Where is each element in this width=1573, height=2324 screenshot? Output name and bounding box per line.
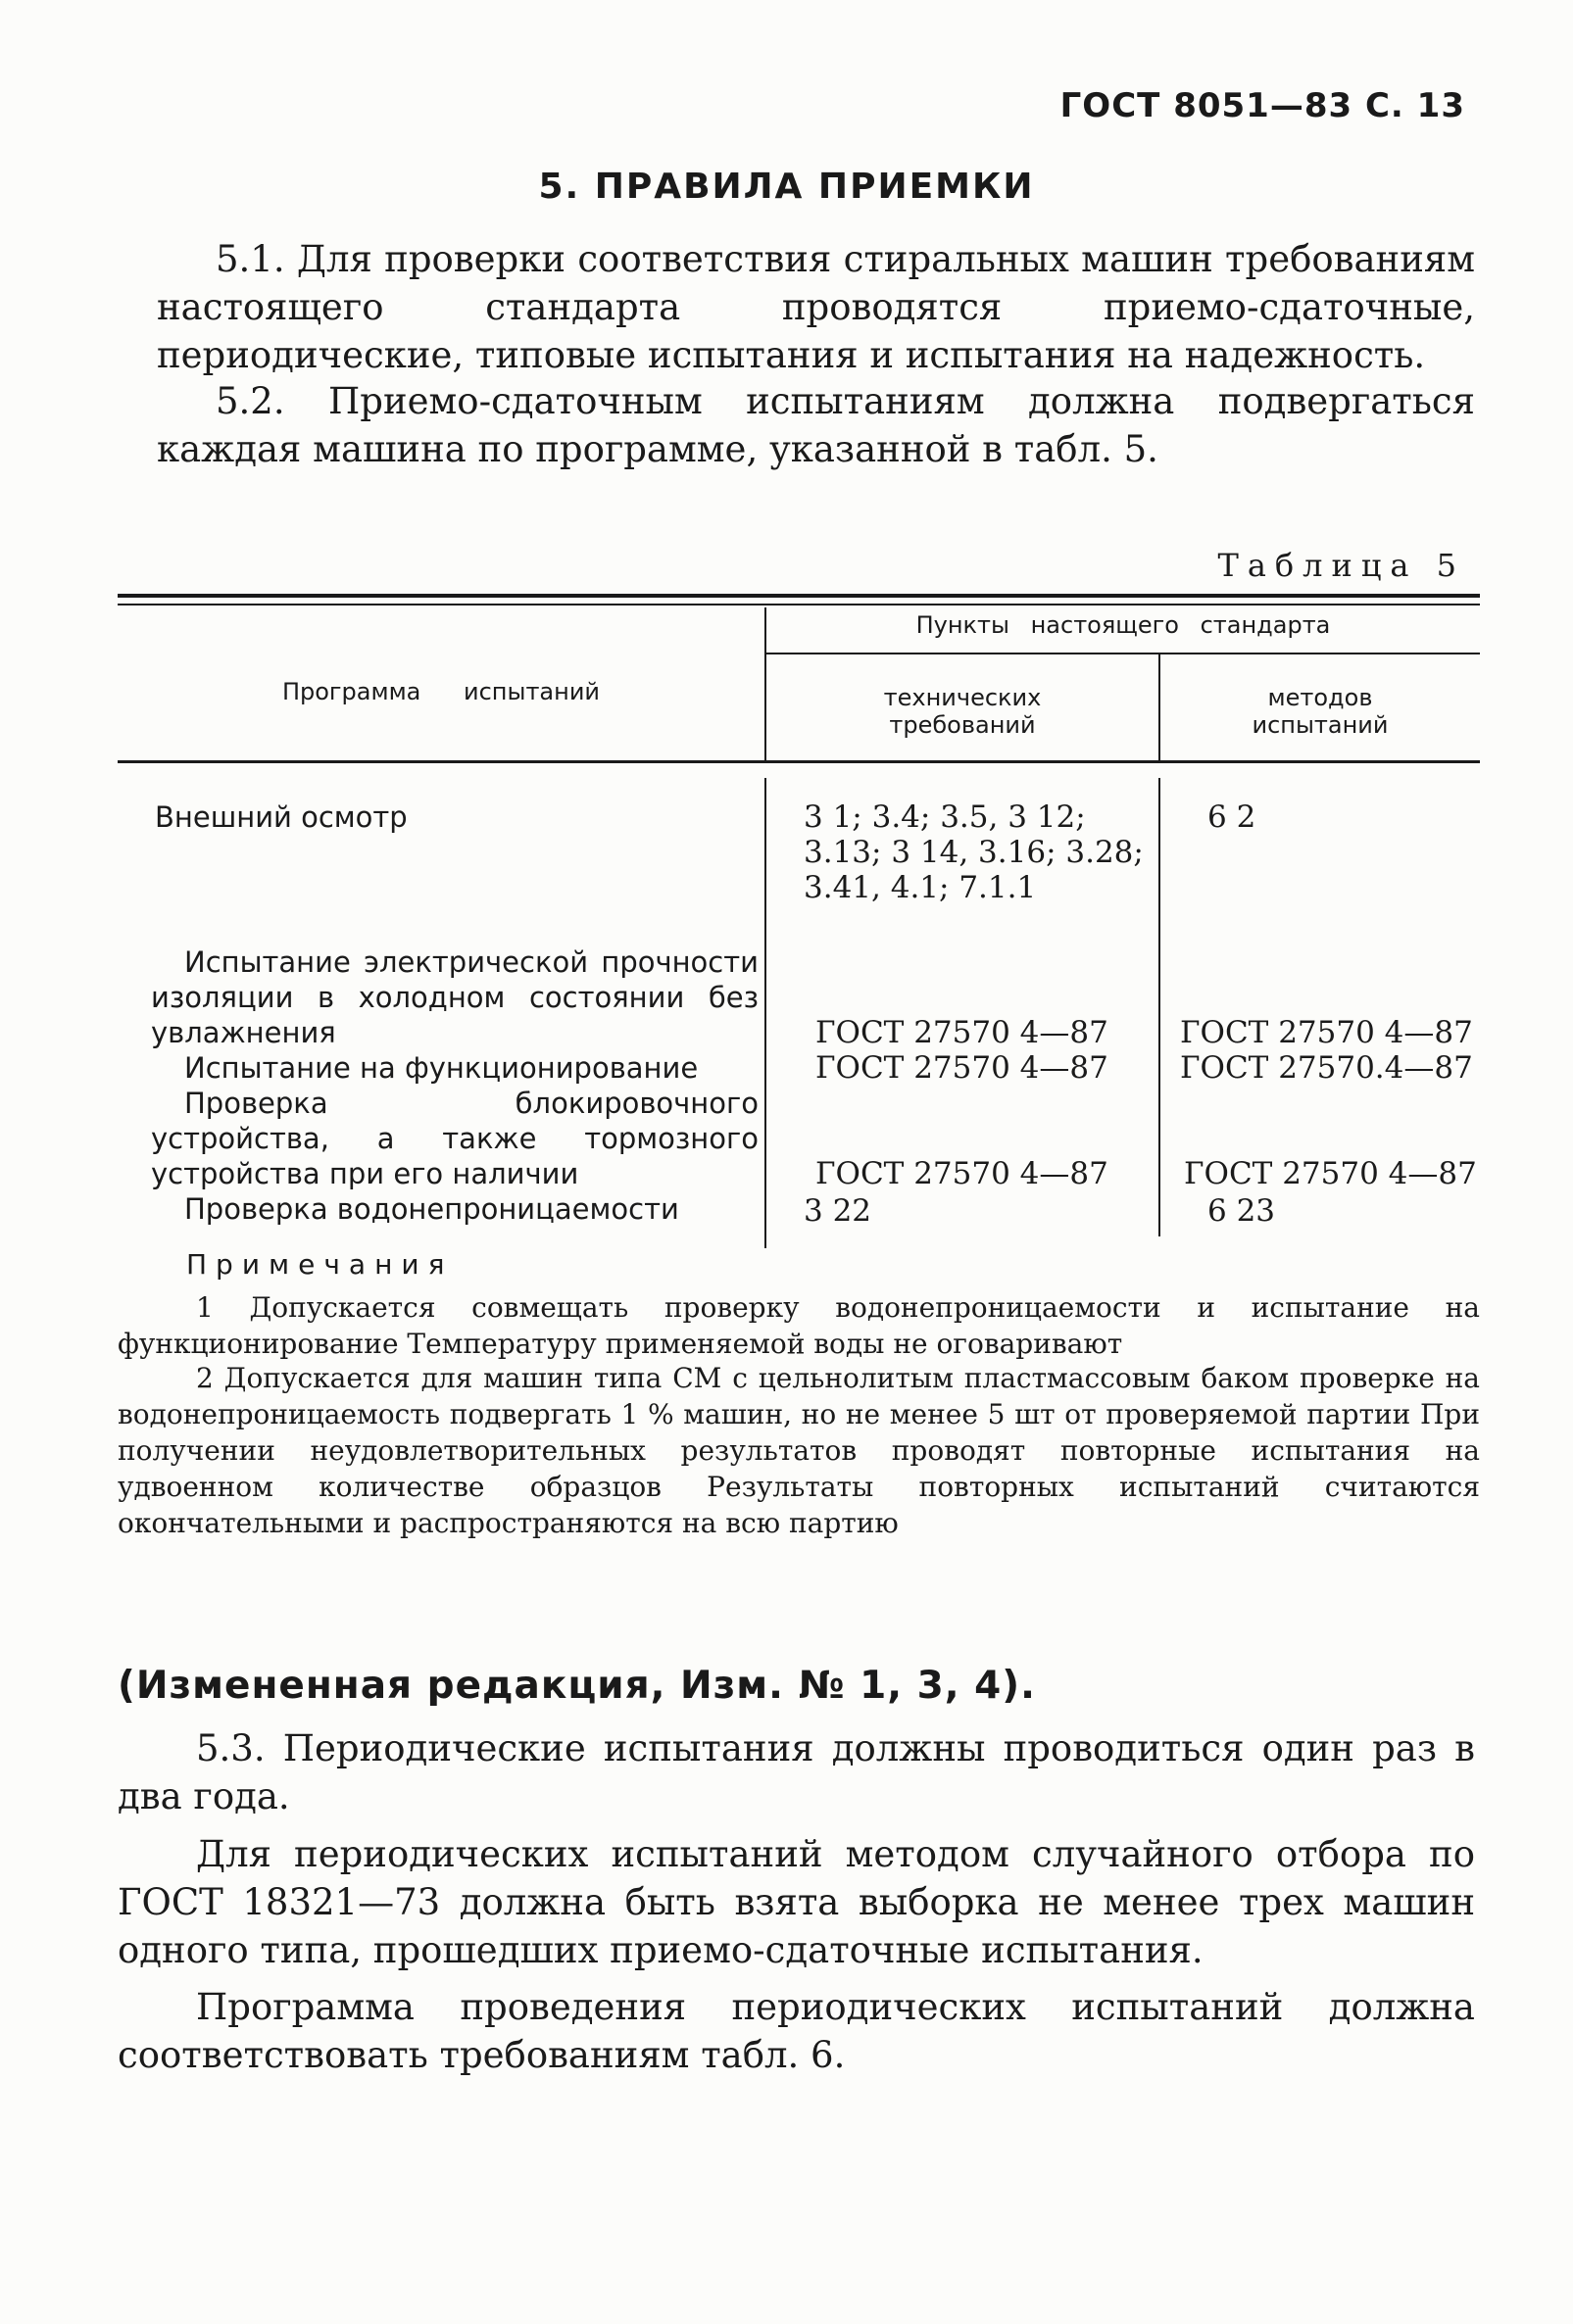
cell-program	[151, 1050, 759, 1086]
cell-technical: ГОСТ 27570 4—87	[815, 1050, 1108, 1086]
cell-methods: 6 23	[1207, 1193, 1276, 1229]
note-item	[118, 1289, 1480, 1362]
notes-title: Примечания	[186, 1248, 454, 1281]
note-item-text: 2 Допускается для машин типа СМ с цельнолитым пластмассовым баком проверке на водонепроницаемость подвергать 1 % машин, но не менее 5 шт от проверяемой партии При получении неудовлетворительных результатов проводят повторные испытания на удвоенном количестве образцов Результаты повторных испытаний считаются окончательными и распространяются на всю партию	[118, 1362, 1480, 1539]
section-title: 5. ПРАВИЛА ПРИЕМКИ	[538, 167, 1035, 207]
note-item-text: 1 Допускается совмещать проверку водонепроницаемости и испытание на функционирование Температуру применяемой воды не оговаривают	[118, 1291, 1480, 1360]
table-rule	[118, 594, 1480, 598]
cell-methods: ГОСТ 27570 4—87	[1184, 1156, 1477, 1191]
paragraph-5-1	[157, 235, 1475, 379]
paragraph-5-3-sampling-text: Для периодических испытаний методом случайного отбора по ГОСТ 18321—73 должна быть взята выборка не менее трех машин одного типа, прошедших приемо-сдаточные испытания.	[118, 1833, 1475, 1971]
cell-program-text: Проверка блокировочного устройства, а также тормозного устройства при его наличии	[151, 1087, 759, 1190]
header-methods	[1160, 684, 1480, 739]
table-column-divider	[764, 778, 766, 1248]
cell-program-text: Испытание электрической прочности изоляции в холодном состоянии без увлажнения	[151, 945, 759, 1049]
cell-technical: ГОСТ 27570 4—87	[815, 1015, 1108, 1050]
cell-program	[151, 1086, 759, 1191]
header-points: Пункты настоящего стандарта	[915, 611, 1331, 639]
header-program: Программа испытаний	[281, 678, 601, 705]
cell-technical: ГОСТ 27570 4—87	[815, 1156, 1108, 1191]
paragraph-5-3-text: 5.3. Периодические испытания должны проводиться один раз в два года.	[118, 1727, 1475, 1817]
cell-methods: ГОСТ 27570 4—87	[1180, 1015, 1473, 1050]
paragraph-5-2	[157, 377, 1475, 473]
running-header: ГОСТ 8051—83 С. 13	[1059, 86, 1465, 125]
paragraph-5-3-program	[118, 1983, 1475, 2079]
paragraph-5-2-text: 5.2. Приемо-сдаточным испытаниям должна подвергаться каждая машина по программе, указанной в табл. 5.	[157, 380, 1475, 470]
cell-methods: 6 2	[1207, 799, 1256, 835]
header-methods-text: методов испытаний	[1252, 684, 1389, 739]
table-column-divider	[1158, 778, 1160, 1236]
cell-program	[151, 1191, 759, 1227]
paragraph-5-1-text: 5.1. Для проверки соответствия стиральных машин требованиям настоящего стандарта проводятся приемо-сдаточные, периодические, типовые испытания и испытания на надежность.	[157, 238, 1475, 376]
cell-program-text: Проверка водонепроницаемости	[184, 1192, 679, 1226]
header-technical	[766, 684, 1158, 739]
cell-program-text: Испытание на функционирование	[184, 1051, 699, 1085]
edition-note: (Измененная редакция, Изм. № 1, 3, 4).	[118, 1664, 1036, 1708]
paragraph-5-3-program-text: Программа проведения периодических испытаний должна соответствовать требованиям табл. 6.	[118, 1986, 1475, 2076]
cell-technical: 3 22	[804, 1193, 872, 1229]
table-caption: Таблица 5	[1217, 547, 1465, 584]
header-technical-text: технических требований	[883, 684, 1042, 739]
cell-technical: 3 1; 3.4; 3.5, 3 12; 3.13; 3 14, 3.16; 3.28; 3.41, 4.1; 7.1.1	[804, 799, 1144, 905]
paragraph-5-3-sampling	[118, 1830, 1475, 1974]
table-rule	[118, 760, 1480, 763]
note-item	[118, 1360, 1480, 1541]
table-rule	[764, 653, 1480, 654]
cell-methods: ГОСТ 27570.4—87	[1180, 1050, 1473, 1086]
cell-program: Внешний осмотр	[155, 800, 408, 834]
table-rule	[118, 604, 1480, 605]
cell-program	[151, 944, 759, 1050]
paragraph-5-3	[118, 1724, 1475, 1820]
